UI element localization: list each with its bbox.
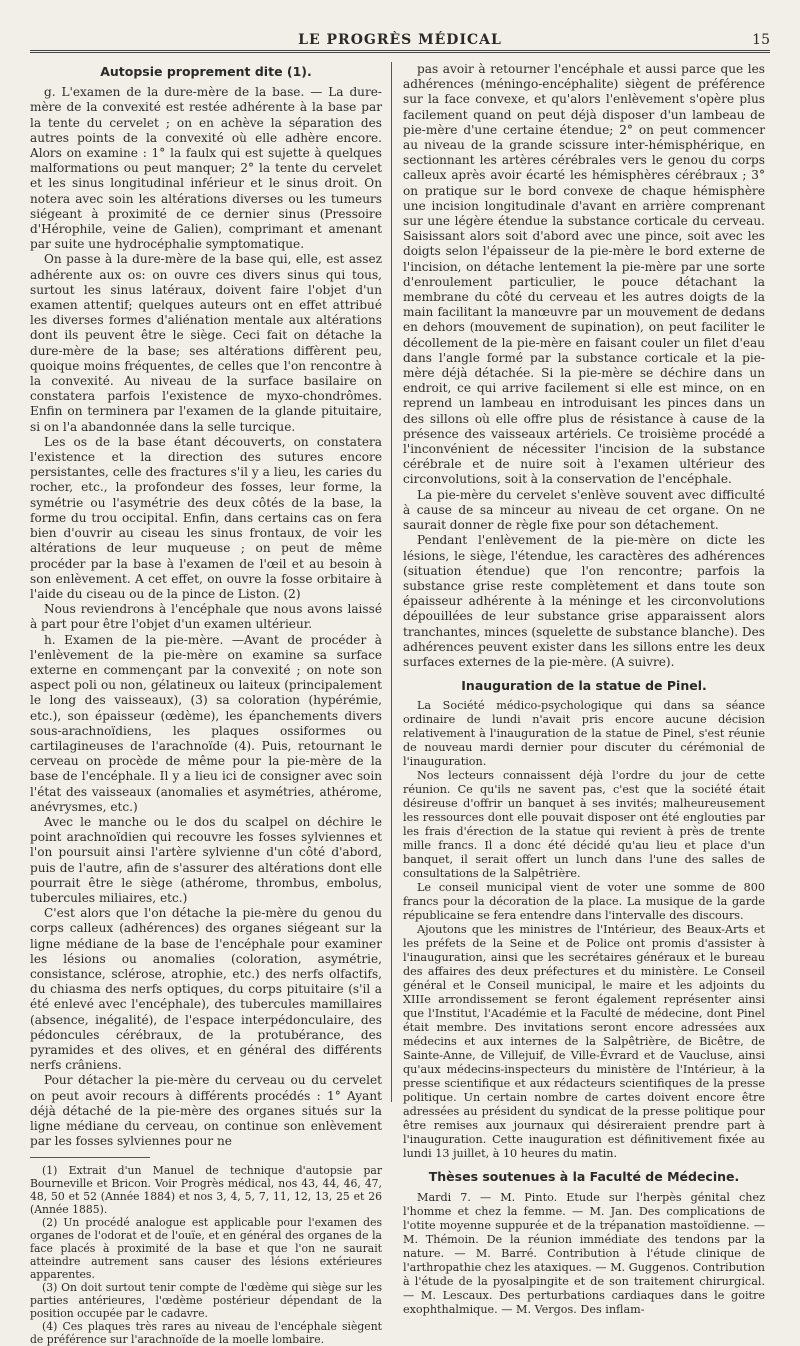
paragraph: Ajoutons que les ministres de l'Intérieur, des Beaux-Arts et les préfets de la Seine et de Police ont promis d'assister à l'inauguration, ainsi que les secrétaires généraux et le bureau des affaires des deux préfectures et du ministère. Le Conseil général et le Conseil municipal, le maire et les adjoints du XIIIe arrondissement se feront également représenter ainsi que l'Institut, l'Académie et la Faculté de médecine, dont Pinel était membre. Des invitations seront encore adressées aux médecins et aux internes de la Salpêtrière, de Bicêtre, de Sainte-Anne, de Villejuif, de Ville-Évrard et de Vaucluse, ainsi qu'aux médecins-inspecteurs du ministère de l'Intérieur, à la presse scientifique et aux rédacteurs scientifiques de la presse politique. Un certain nombre de cartes doivent encore être adressées au président du syndicat de la presse politique pour être remises aux journaux qui désireraient prendre part à l'inauguration. Cette inauguration est définitivement fixée au lundi 13 juillet, à 10 heures du matin.: [403, 923, 765, 1161]
footnote-divider: [30, 1157, 150, 1158]
paragraph: h. Examen de la pie-mère. —Avant de procéder à l'enlèvement de la pie-mère on examine sa surface externe en commençant par la convexité ; on note son aspect poli ou non, gélatineux ou laiteux (principalement le long des vaisseaux), (3) sa coloration (hypérémie, etc.), son épaisseur (œdème), les épanchements divers sous-arachnoïdiens, les plaques ossiformes ou cartilagineuses de l'arachnoïde (4). Puis, retournant le cerveau on procède de même pour la pie-mère de la base de l'encéphale. Il y a lieu ici de consigner avec soin l'état des vaisseaux (anomalies et asymétries, athérome, anévrysmes, etc.): [30, 632, 382, 814]
left-body: [30, 85, 382, 1149]
pinel-article: [403, 699, 765, 1161]
footnotes: [30, 1164, 382, 1346]
paragraph: Les os de la base étant découverts, on constatera l'existence et la direction des sutures encore persistantes, celle des fractures s'il y a lieu, les caries du rocher, etc., la profondeur des fosses, leur forme, la symétrie ou l'asymétrie des deux côtés de la base, la forme du trou occipital. Enfin, dans certains cas on fera bien d'ouvrir au ciseau les sinus frontaux, de voir les altérations de leur muqueuse ; on peut de même procéder par la base à l'examen de l'œil et au besoin à son enlèvement. A cet effet, on ouvre la fosse orbitaire à l'aide du ciseau ou de la pince de Liston. (2): [30, 434, 382, 601]
right-column: [403, 62, 765, 1316]
page-number: 15: [752, 32, 770, 48]
page-header: [30, 30, 770, 53]
footnote: (1) Extrait d'un Manuel de technique d'autopsie par Bourneville et Bricon. Voir Progrès médical, nos 43, 44, 46, 47, 48, 50 et 52 (Année 1884) et nos 3, 4, 5, 7, 11, 12, 13, 25 et 26 (Année 1885).: [30, 1164, 382, 1217]
footnote: (4) Ces plaques très rares au niveau de l'encéphale siègent de préférence sur l'arachnoïde de la moelle lombaire.: [30, 1320, 382, 1346]
paragraph: Pendant l'enlèvement de la pie-mère on dicte les lésions, le siège, l'étendue, les caractères des adhérences (situation étendue) que l'on rencontre; parfois la substance grise reste complètement et dans toute son épaisseur adhérente à la méninge et les circonvolutions dépouillées de leur substance grise apparaissent alors tranchantes, minces (squelette de substance blanche). Des adhérences peuvent exister dans les sillons entre les deux surfaces externes de la pie-mère. (A suivre).: [403, 533, 765, 669]
paragraph: Nos lecteurs connaissent déjà l'ordre du jour de cette réunion. Ce qu'ils ne savent pas, c'est que la société était désireuse d'offrir un banquet à ses invités; malheureusement les ressources dont elle pouvait disposer ont été englouties par les frais d'érection de la statue qui revient à près de trente mille francs. Il a donc été décidé qu'au lieu et place d'un banquet, il serait offert un lunch dans l'une des salles de consultations de la Salpêtrière.: [403, 769, 765, 881]
paragraph: On passe à la dure-mère de la base qui, elle, est assez adhérente aux os: on ouvre ces divers sinus qui tous, surtout les sinus latéraux, doivent faire l'objet d'un examen attentif; quelques auteurs ont en effet attribué les diverses formes d'aliénation mentale aux altérations dont ils peuvent être le siège. Ceci fait on détache la dure-mère de la base; ses altérations diffèrent peu, quoique moins fréquentes, de celles que l'on rencontre à la convexité. Au niveau de la surface basilaire on constatera parfois l'existence de myxo-chondrômes. Enfin on terminera par l'examen de la glande pituitaire, si on l'a abandonnée dans la selle turcique.: [30, 252, 382, 434]
section-heading-autopsie: Autopsie proprement dite (1).: [100, 64, 312, 79]
paragraph: Avec le manche ou le dos du scalpel on déchire le point arachnoïdien qui recouvre les fosses sylviennes et l'on poursuit ainsi l'artère sylvienne d'un côté d'abord, puis de l'autre, afin de s'assurer des altérations dont elle pourrait être le siège (athérome, thrombus, embolus, tubercules miliaires, etc.): [30, 814, 382, 905]
paragraph: pas avoir à retourner l'encéphale et aussi parce que les adhérences (méningo-encéphalite) siègent de préférence sur la face convexe, et qu'alors l'enlèvement s'opère plus facilement quand on peut déjà disposer d'un lambeau de pie-mère d'une certaine étendue; 2° on peut commencer au niveau de la grande scissure inter-hémisphérique, en sectionnant les artères cérébrales vers le genou du corps calleux après avoir écarté les hémisphères cérébraux ; 3° on pratique sur le bord convexe de chaque hémisphère une incision longitudinale d'avant en arrière comprenant sur une légère étendue la substance corticale du cerveau. Saisissant alors soit d'abord avec une pince, soit avec les doigts selon l'épaisseur de la pie-mère le bord externe de l'incision, on détache lentement la pie-mère par une sorte d'enroulement particulier, le pouce détachant la membrane du côté du cerveau et les autres doigts de la main facilitant la manœuvre par un mouvement de dedans en dehors (mouvement de supination), on peut faciliter le décollement de la pie-mère en faisant couler un filet d'eau dans l'angle formé par la substance corticale et la pie-mère déjà détachée. Si la pie-mère se déchire dans un endroit, ce qui arrive facilement si elle est mince, on en reprend un lambeau en introduisant les pinces dans un des sillons où elle offre plus de résistance à cause de la présence des vaisseaux artériels. Ce troisième procédé a l'inconvénient de nécessiter l'incision de la substance cérébrale et de nuire soit à l'examen ultérieur des circonvolutions, soit à la conservation de l'encéphale.: [403, 62, 765, 487]
column-divider: [391, 62, 392, 1102]
left-column: [30, 62, 382, 1346]
paragraph: Pour détacher la pie-mère du cerveau ou du cervelet on peut avoir recours à différents procédés : 1° Ayant déjà détaché de la pie-mère des organes situés sur la ligne médiane du cerveau, on continue son enlèvement par les fosses sylviennes pour ne: [30, 1073, 382, 1149]
section-heading-theses: Thèses soutenues à la Faculté de Médecine.: [428, 1169, 740, 1185]
footnote: (2) Un procédé analogue est applicable pour l'examen des organes de l'odorat et de l'ouïe, et en général des organes de la face placés à proximité de la base et que l'on ne saurait atteindre autrement sans causer des lésions extérieures apparentes.: [30, 1216, 382, 1282]
paragraph: C'est alors que l'on détache la pie-mère du genou du corps calleux (adhérences) des organes siégeant sur la ligne médiane de la base de l'encéphale pour examiner les lésions ou anomalies (coloration, asymétrie, consistance, sclérose, atrophie, etc.) des nerfs olfactifs, du chiasma des nerfs optiques, du corps pituitaire (s'il a été enlevé avec l'encéphale), des tubercules mamillaires (absence, inégalité), de l'espace interpédonculaire, des pédoncules cérébraux, de la protubérance, des pyramides et des olives, et en général des différents nerfs crâniens.: [30, 906, 382, 1073]
paragraph: La pie-mère du cervelet s'enlève souvent avec difficulté à cause de sa minceur au niveau de cet organe. On ne saurait donner de règle fixe pour son détachement.: [403, 487, 765, 533]
theses-list: [403, 1191, 765, 1317]
paragraph: Nous reviendrons à l'encéphale que nous avons laissé à part pour être l'objet d'un examen ultérieur.: [30, 602, 382, 632]
paragraph: Mardi 7. — M. Pinto. Etude sur l'herpès génital chez l'homme et chez la femme. — M. Jan. Des complications de l'otite moyenne suppurée et de la trépanation mastoïdienne. — M. Thémoin. De la réunion immédiate des tendons par la nature. — M. Barré. Contribution à l'étude clinique de l'arthropathie chez les ataxiques. — M. Guggenos. Contribution à l'étude de la pyosalpingite et de son traitement chirurgical. — M. Lescaux. Des perturbations cardiaques dans le goitre exophthalmique. — M. Vergos. Des inflam-: [403, 1190, 765, 1316]
footnote: (3) On doit surtout tenir compte de l'œdème qui siège sur les parties antérieures, l'œdème postérieur dépendant de la position occupée par le cadavre.: [30, 1281, 382, 1321]
paragraph: La Société médico-psychologique qui dans sa séance ordinaire de lundi n'avait pris encore aucune décision relativement à l'inauguration de la statue de Pinel, s'est réunie de nouveau mardi dernier pour discuter du cérémonial de l'inauguration.: [403, 699, 765, 769]
section-heading-pinel: Inauguration de la statue de Pinel.: [461, 678, 707, 694]
paragraph: g. L'examen de la dure-mère de la base. — La dure-mère de la convexité est restée adhérente à la base par la tente du cervelet ; on en achève la séparation des autres points de la convexité où elle adhère encore. Alors on examine : 1° la faulx qui est sujette à quelques malformations ou peut manquer; 2° la tente du cervelet et les sinus longitudinal inférieur et le sinus droit. On notera avec soin les altérations diverses ou les tumeurs siégeant à proximité de ce dernier sinus (Pressoire d'Hérophile, veine de Galien), comprimant et amenant par suite une hydrocéphalie symptomatique.: [30, 85, 382, 252]
journal-title: LE PROGRÈS MÉDICAL: [298, 32, 502, 48]
right-body: [403, 62, 765, 670]
paragraph: Le conseil municipal vient de voter une somme de 800 francs pour la décoration de la place. La musique de la garde républicaine se fera entendre dans l'intervalle des discours.: [403, 881, 765, 923]
